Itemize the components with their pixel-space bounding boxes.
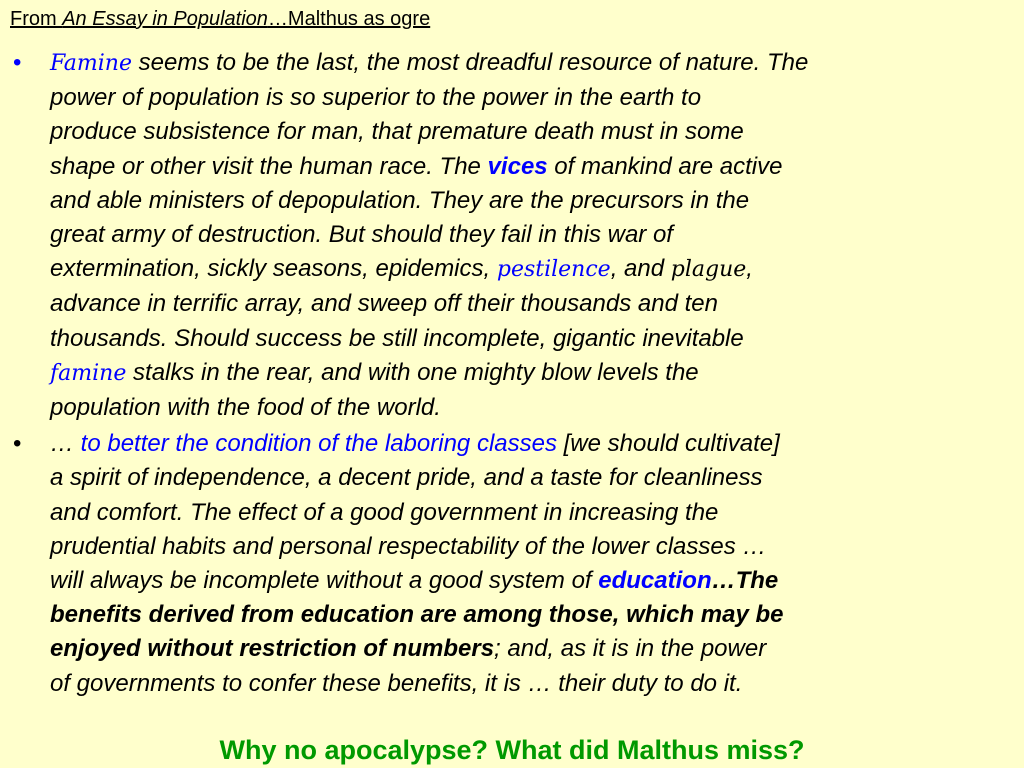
pestilence-word: pestilence bbox=[496, 257, 611, 283]
famine-word: famine bbox=[50, 360, 127, 386]
bullet-marker: • bbox=[13, 49, 22, 76]
slide-title bbox=[10, 7, 430, 31]
quote-line: prudential habits and personal respectability of the lower classes … bbox=[50, 532, 767, 560]
quote-text-bold: …The bbox=[711, 567, 779, 595]
quote-line: a spirit of independence, a decent pride, and a taste for cleanliness bbox=[50, 464, 763, 492]
bullet-education-quote bbox=[0, 427, 1024, 701]
quote-text: … bbox=[50, 430, 81, 458]
quote-line: advance in terrific array, and sweep off their thousands and ten bbox=[50, 290, 718, 318]
quote-line: produce subsistence for man, that premature death must in some bbox=[50, 118, 744, 146]
quote-line: power of population is so superior to the power in the earth to bbox=[50, 84, 702, 112]
quote-line: and able ministers of depopulation. They are the precursors in the bbox=[50, 186, 750, 214]
quote-text: shape or other visit the human race. The bbox=[50, 152, 488, 180]
quote-line bbox=[50, 150, 1012, 184]
quote-line: population with the food of the world. bbox=[50, 394, 441, 422]
quote-line bbox=[50, 427, 1012, 461]
education-word: education bbox=[598, 567, 712, 595]
laboring-classes-phrase: to better the condition of the laboring classes bbox=[80, 430, 557, 458]
bullet-marker: • bbox=[13, 430, 22, 458]
quote-text: , bbox=[746, 255, 753, 283]
closing-question: Why no apocalypse? What did Malthus miss? bbox=[219, 735, 805, 765]
quote-line bbox=[50, 632, 1012, 666]
title-prefix: From bbox=[10, 8, 63, 30]
quote-line: thousands. Should success be still incomplete, gigantic inevitable bbox=[50, 324, 744, 352]
title-work: An Essay in Population bbox=[62, 8, 268, 30]
quote-text: of mankind are active bbox=[547, 152, 783, 180]
quote-text: seems to be the last, the most dreadful resource of nature. The bbox=[131, 49, 809, 76]
quote-line: great army of destruction. But should they fail in this war of bbox=[50, 221, 673, 249]
plague-word: plague bbox=[670, 257, 747, 283]
quote-text: extermination, sickly seasons, epidemics, bbox=[50, 255, 497, 283]
quote-line bbox=[50, 356, 1012, 391]
bullet-list bbox=[0, 46, 1024, 701]
quote-line: of governments to confer these benefits, it is … their duty to do it. bbox=[50, 669, 743, 697]
quote-text: will always be incomplete without a good system of bbox=[50, 567, 599, 595]
quote-line bbox=[50, 564, 1012, 598]
quote-line: and comfort. The effect of a good government in increasing the bbox=[50, 498, 719, 526]
title-suffix: …Malthus as ogre bbox=[267, 8, 431, 30]
quote-text: , and bbox=[610, 255, 671, 283]
quote-text: ; and, as it is in the power bbox=[494, 635, 767, 663]
quote-line bbox=[50, 252, 1012, 287]
famine-word: Famine bbox=[50, 51, 132, 76]
bullet-famine-quote bbox=[0, 46, 1024, 425]
vices-word: vices bbox=[487, 152, 548, 180]
quote-text-bold: enjoyed without restriction of numbers bbox=[50, 635, 495, 663]
quote-line bbox=[50, 46, 1012, 81]
quote-text: stalks in the rear, and with one mighty blow levels the bbox=[126, 358, 699, 386]
quote-line: benefits derived from education are among those, which may be bbox=[50, 601, 784, 629]
quote-text: [we should cultivate] bbox=[556, 430, 780, 458]
